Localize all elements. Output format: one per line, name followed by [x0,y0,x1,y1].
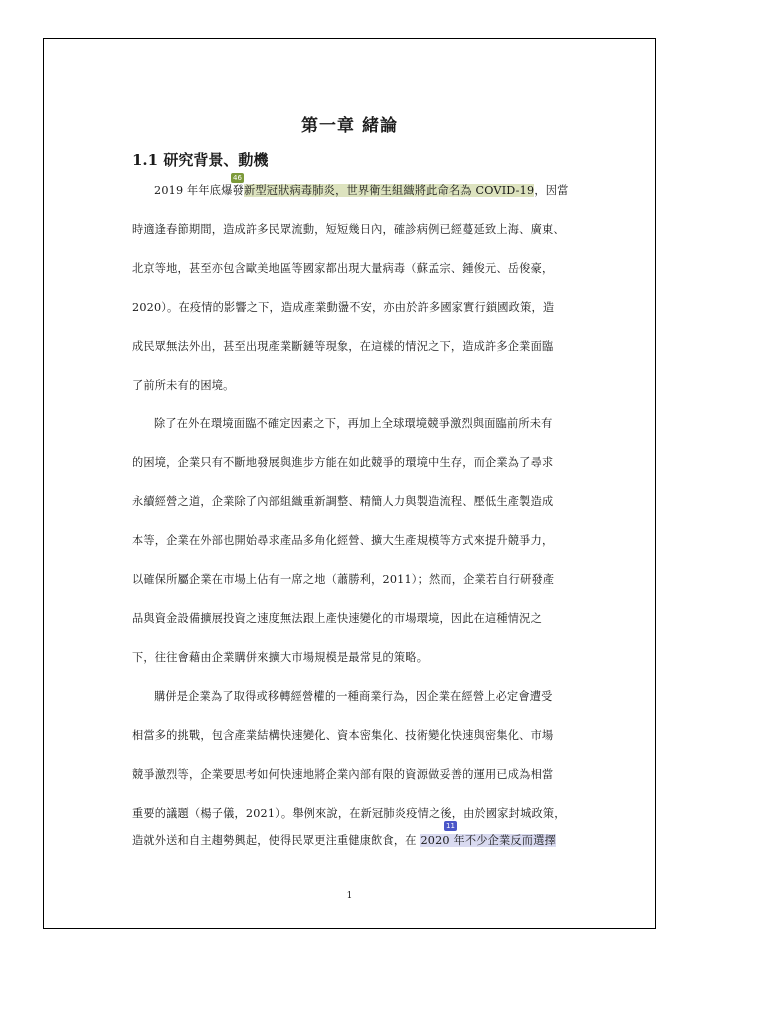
paragraph-line: 2020）。在疫情的影響之下，造成產業動盪不安，亦由於許多國家實行鎖國政策，造 [132,301,555,314]
paragraph-line: 的困境，企業只有不斷地發展與進步方能在如此競爭的環境中生存，而企業為了尋求 [132,456,554,469]
highlighted-text[interactable]: 新型冠狀病毒肺炎，世界衛生組織將此命名為 COVID-19 [243,184,535,197]
paragraph-line [132,833,587,849]
document-page [43,38,656,929]
text-run: ，因當 [534,184,569,197]
chapter-title: 第一章 緒論 [301,116,398,136]
paragraph-line: 競爭激烈等，企業要思考如何快速地將企業內部有限的資源做妥善的運用已成為相當 [132,768,554,781]
paragraph-line: 永續經營之道，企業除了內部組織重新調整、精簡人力與製造流程、壓低生產製造成 [132,495,554,508]
paragraph-line: 除了在外在環境面臨不確定因素之下，再加上全球環境競爭激烈與面臨前所未有 [154,417,553,430]
text-run: 造就外送和自主趨勢興起，使得民眾更注重健康飲食，在 [132,834,421,847]
paragraph-line: 品與資金設備擴展投資之速度無法跟上產快速變化的市場環境，因此在這種情況之 [132,612,542,625]
paragraph-line: 以確保所屬企業在市場上佔有一席之地（蕭勝利，2011）；然而，企業若自行研發產 [132,573,555,586]
paragraph-line: 成民眾無法外出，甚至出現產業斷鏈等現象，在這樣的情況之下，造成許多企業面臨 [132,340,554,353]
paragraph-line: 購併是企業為了取得或移轉經營權的一種商業行為，因企業在經營上必定會遭受 [154,690,553,703]
paragraph-line: 下，往往會藉由企業購併來擴大市場規模是最常見的策略。 [132,651,429,664]
page-number: 1 [346,891,353,901]
section-title: 1.1 研究背景、動機 [132,151,269,169]
comment-marker-11[interactable]: 11 [446,822,455,830]
paragraph-line: 北京等地，甚至亦包含歐美地區等國家都出現大量病毒（蘇孟宗、鍾俊元、岳俊豪， [132,262,554,275]
paragraph-line: 時適逢春節期間，造成許多民眾流動，短短幾日內，確診病例已經蔓延致上海、廣東、 [132,223,565,236]
paragraph-line: 重要的議題（楊子儀，2021）。舉例來說，在新冠肺炎疫情之後，由於國家封城政策， [132,807,566,820]
paragraph-line: 了前所未有的困境。 [132,379,235,392]
highlighted-text[interactable]: 2020 年不少企業反而選擇 [420,834,556,847]
text-run: 2019 年年底爆發 [154,184,244,197]
paragraph-line: 本等，企業在外部也開始尋求產品多角化經營、擴大生產規模等方式來提升競爭力， [132,534,554,547]
paragraph-line [154,183,587,199]
comment-marker-46[interactable]: 46 [233,174,242,182]
paragraph-line: 相當多的挑戰，包含產業結構快速變化、資本密集化、技術變化快速與密集化、市場 [132,729,554,742]
